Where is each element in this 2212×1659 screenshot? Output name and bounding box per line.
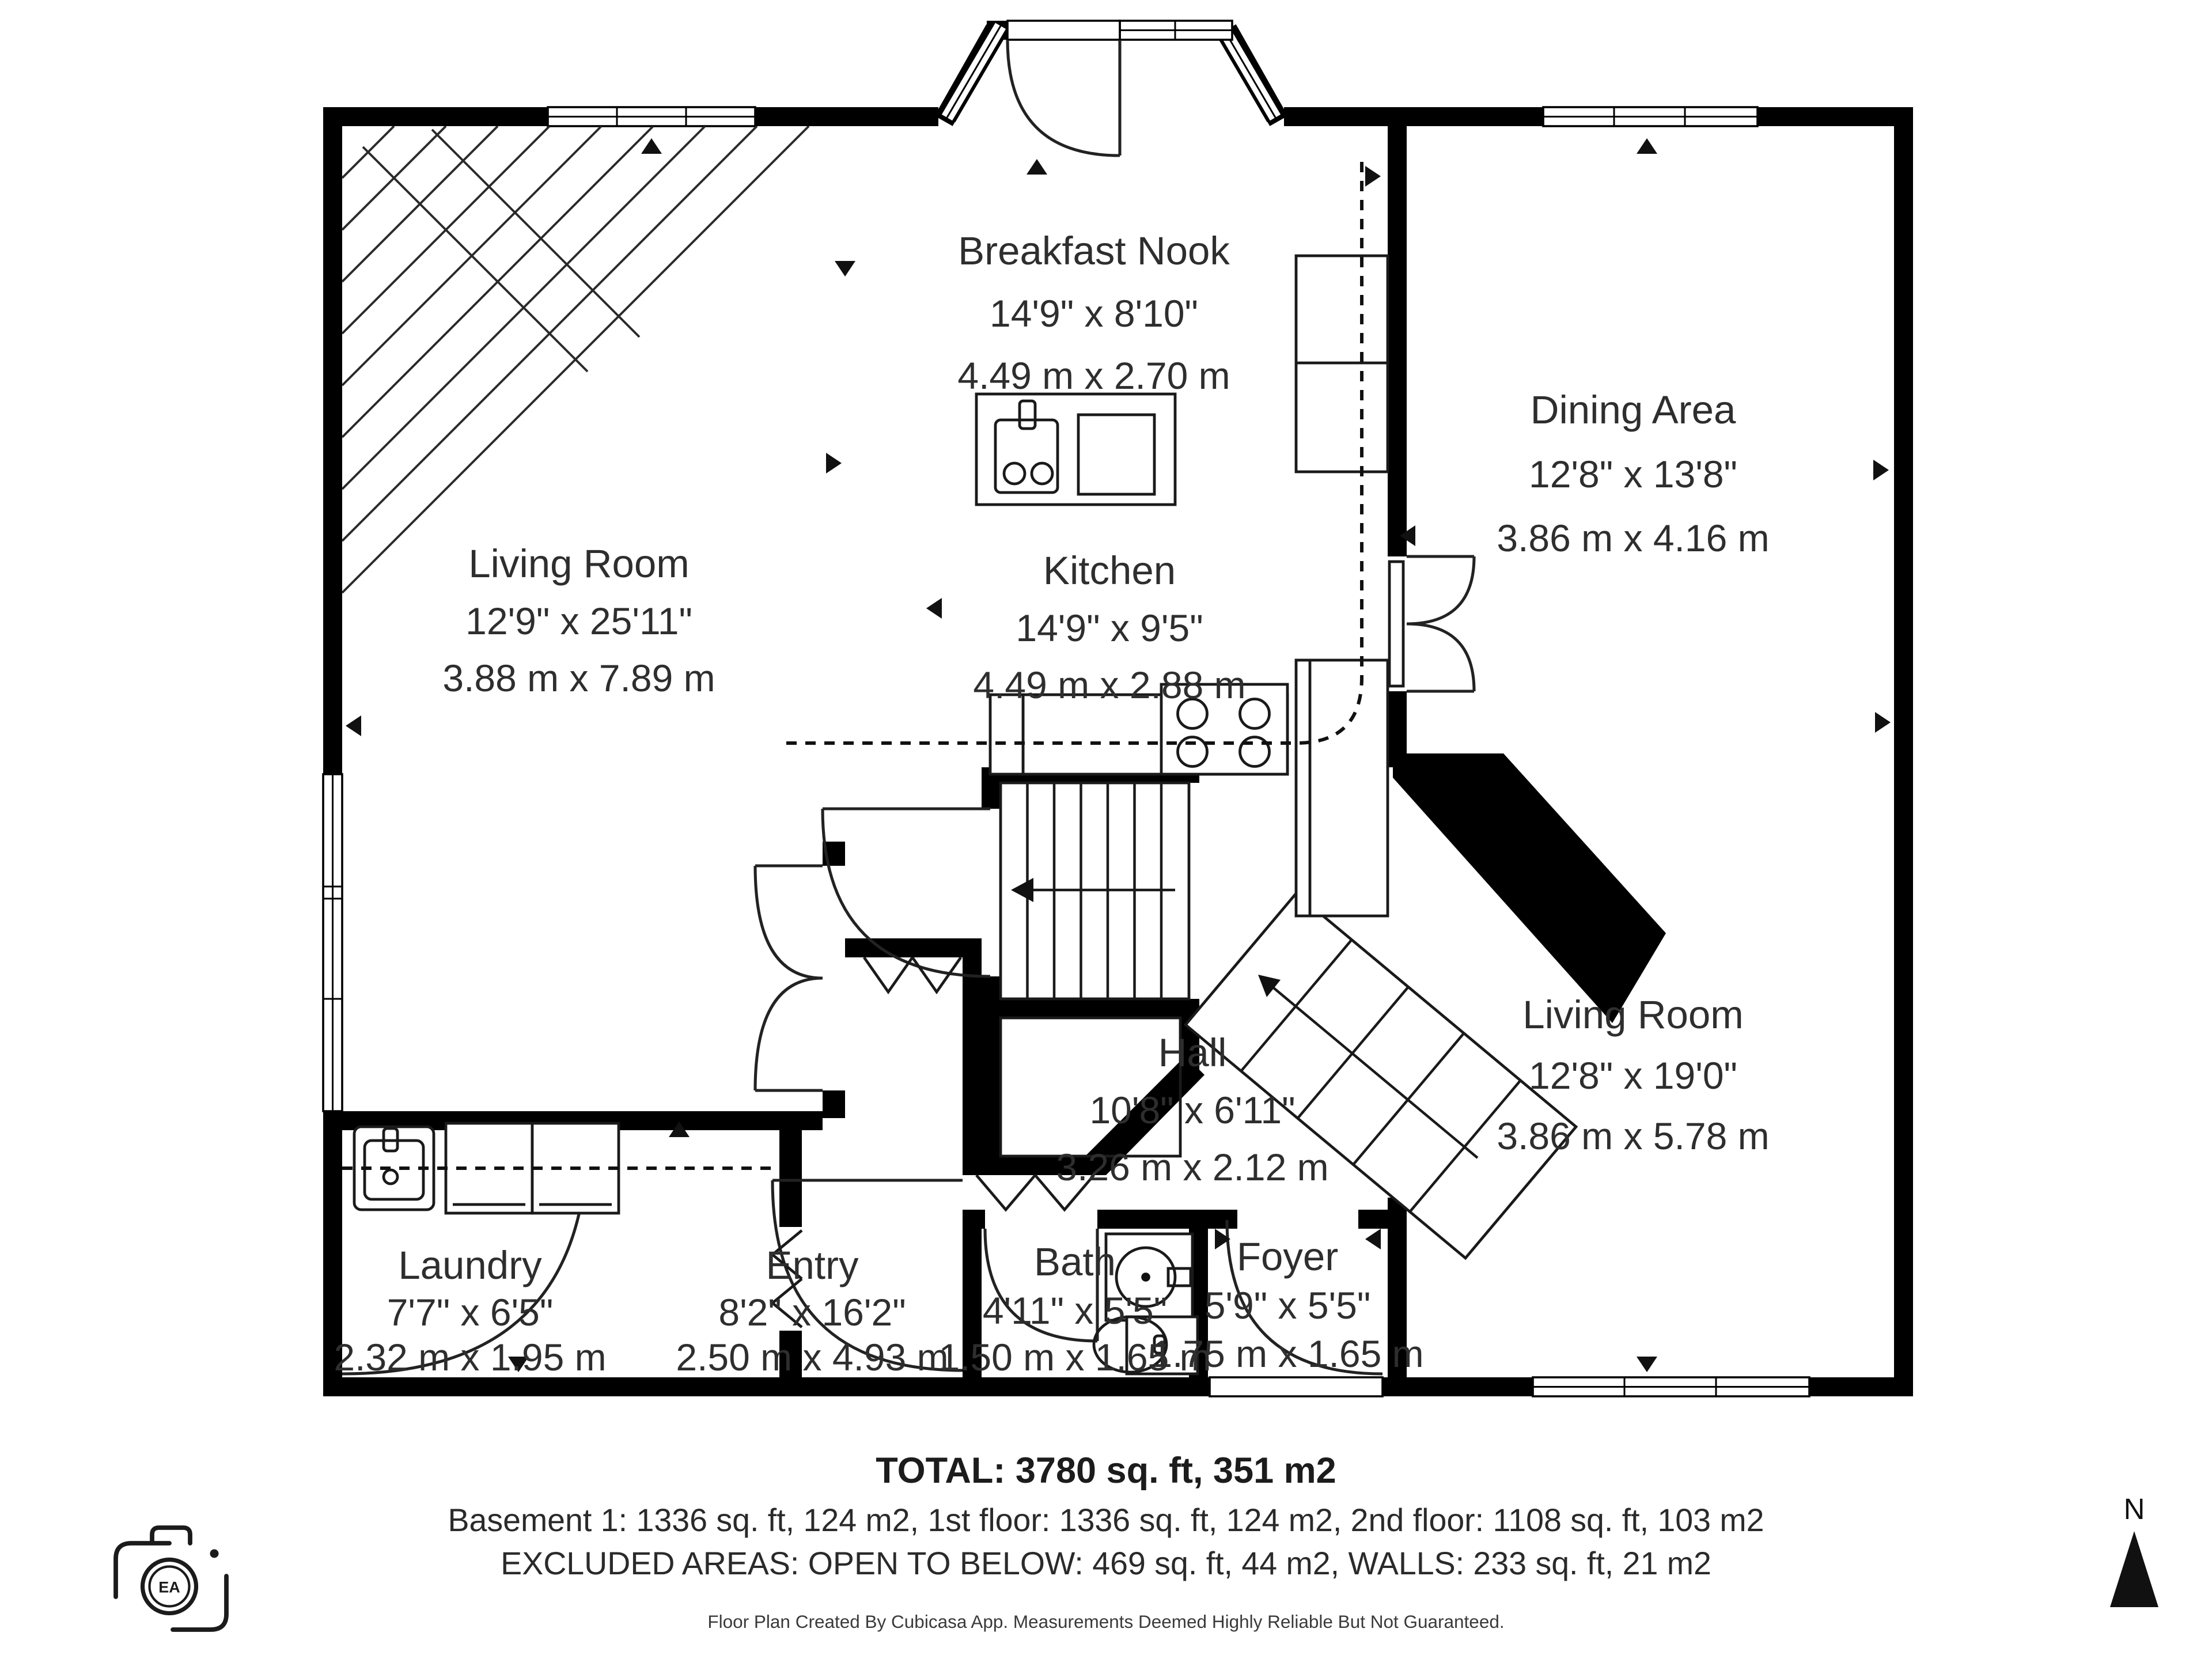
entry-closet-bifold	[864, 957, 961, 992]
summary-excluded: EXCLUDED AREAS: OPEN TO BELOW: 469 sq. ft, 44 m2, WALLS: 233 sq. ft, 21 m2	[501, 1546, 1711, 1581]
living-double-doors	[755, 866, 845, 1090]
room-label-laundry	[334, 1243, 606, 1378]
room-label-living-room-left	[442, 541, 715, 699]
room-metric: 3.88 m x 7.89 m	[442, 657, 715, 699]
window-top-left	[548, 107, 755, 126]
room-name: Living Room	[468, 541, 690, 586]
room-name: Breakfast Nook	[958, 229, 1230, 273]
camera-viewfinder	[152, 1528, 190, 1543]
compass-label: N	[2123, 1493, 2145, 1525]
room-metric: 4.49 m x 2.88 m	[973, 664, 1246, 706]
room-label-living-room-right	[1497, 993, 1769, 1157]
room-metric: 1.50 m x 1.65 m	[938, 1336, 1211, 1378]
stairs-straight-flight	[1001, 783, 1189, 999]
room-imperial: 14'9" x 9'5"	[1016, 607, 1203, 649]
window-bottom-living	[1533, 1377, 1809, 1396]
room-name: Living Room	[1522, 993, 1744, 1037]
room-imperial: 14'9" x 8'10"	[990, 292, 1198, 335]
room-label-dining-area	[1497, 388, 1769, 559]
room-imperial: 12'9" x 25'11"	[465, 600, 692, 642]
room-metric: 2.50 m x 4.93 m	[676, 1336, 949, 1378]
window-bay-top	[1120, 21, 1232, 40]
summary-disclaimer: Floor Plan Created By Cubicasa App. Measurements Deemed Highly Reliable But Not Guaranteed.	[707, 1611, 1505, 1632]
room-name: Bath	[1034, 1240, 1116, 1284]
laundry-fixtures	[342, 1123, 779, 1213]
room-label-breakfast-nook	[957, 229, 1230, 397]
window-left-tall	[323, 774, 342, 1111]
kitchen-island	[976, 394, 1175, 505]
room-imperial: 12'8" x 13'8"	[1529, 453, 1737, 496]
room-metric: 2.32 m x 1.95 m	[334, 1336, 607, 1378]
room-metric: 3.86 m x 5.78 m	[1497, 1115, 1770, 1157]
ea-camera-logo	[116, 1528, 226, 1630]
summary-total: TOTAL: 3780 sq. ft, 351 m2	[876, 1450, 1336, 1491]
room-imperial: 12'8" x 19'0"	[1529, 1054, 1737, 1097]
room-imperial: 4'11" x 5'5"	[982, 1289, 1168, 1332]
room-metric: 4.49 m x 2.70 m	[957, 354, 1230, 397]
bay-door	[1007, 21, 1120, 156]
window-bay-left	[947, 26, 1001, 118]
understair-closet	[1001, 1018, 1180, 1156]
room-name: Foyer	[1236, 1234, 1339, 1279]
room-name: Kitchen	[1043, 548, 1176, 593]
dining-french-doors	[1388, 556, 1474, 691]
fixtures-layer	[342, 156, 1388, 1374]
room-metric: 1.75 m x 1.65 m	[1151, 1332, 1424, 1375]
window-top-dining	[1543, 107, 1758, 126]
room-name: Laundry	[398, 1243, 542, 1287]
room-imperial: 5'9" x 5'5"	[1204, 1284, 1371, 1327]
room-name: Dining Area	[1530, 388, 1736, 432]
room-imperial: 8'2" x 16'2"	[718, 1291, 906, 1334]
room-label-entry	[676, 1243, 948, 1378]
north-arrow-icon	[2110, 1531, 2158, 1607]
room-metric: 3.86 m x 4.16 m	[1497, 517, 1770, 560]
logo-text: EA	[158, 1578, 180, 1596]
camera-dot	[210, 1550, 219, 1558]
compass-north	[2110, 1493, 2158, 1607]
room-metric: 3.26 m x 2.12 m	[1056, 1146, 1329, 1188]
front-door-threshold	[1210, 1377, 1382, 1396]
summary-floors: Basement 1: 1336 sq. ft, 124 m2, 1st floor: 1336 sq. ft, 124 m2, 2nd floor: 1108 sq. ft, 103 m2	[448, 1502, 1764, 1538]
room-name: Hall	[1158, 1031, 1227, 1075]
room-imperial: 10'8" x 6'11"	[1089, 1089, 1296, 1131]
summary-block	[448, 1450, 1764, 1632]
stairs-angled-flight	[1185, 893, 1576, 1258]
room-label-kitchen	[973, 548, 1245, 706]
room-imperial: 7'7" x 6'5"	[387, 1291, 554, 1334]
room-name: Entry	[766, 1243, 859, 1287]
